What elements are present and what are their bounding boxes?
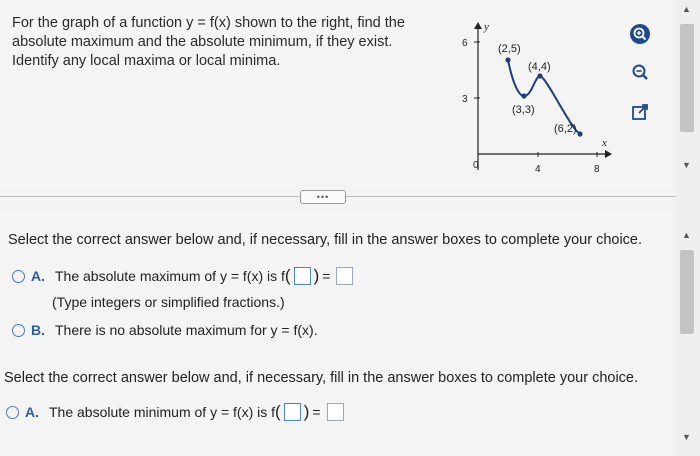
question-pane bbox=[0, 0, 676, 190]
max-value-input[interactable] bbox=[336, 267, 353, 285]
option-a-max[interactable]: A. The absolute maximum of y = f(x) is f ( ) = bbox=[12, 266, 356, 286]
point-label-4-4: (4,4) bbox=[528, 61, 551, 73]
expand-more-button[interactable]: ••• bbox=[300, 190, 346, 204]
y-tick-6: 6 bbox=[462, 38, 468, 49]
x-tick-4: 4 bbox=[535, 164, 541, 175]
scroll-up-bottom-icon[interactable]: ▲ bbox=[682, 230, 691, 240]
question-text: For the graph of a function y = f(x) shown to the right, find the absolute maximum and the absolute minimum, if they exist. Identify any local maxima or local minima. bbox=[12, 15, 405, 69]
point-3-3 bbox=[521, 93, 526, 98]
option-b-max-text: There is no absolute maximum for y = f(x). bbox=[55, 322, 318, 338]
min-value-input[interactable] bbox=[327, 403, 344, 421]
option-letter: A. bbox=[25, 404, 39, 420]
scroll-up-top-icon[interactable]: ▲ bbox=[682, 4, 691, 14]
instruction-2: Select the correct answer below and, if necessary, fill in the answer boxes to complete your choice. bbox=[4, 370, 639, 386]
y-tick-3: 3 bbox=[462, 94, 468, 105]
option-b-max[interactable] bbox=[12, 322, 318, 338]
max-x-input[interactable] bbox=[294, 267, 311, 285]
y-axis-arrow bbox=[474, 22, 482, 29]
radio-option-a-max[interactable] bbox=[12, 270, 25, 283]
option-a-max-hint: (Type integers or simplified fractions.) bbox=[52, 294, 285, 310]
point-label-6-2: (6,2) bbox=[554, 123, 577, 135]
scrollbar-thumb-top[interactable] bbox=[680, 24, 694, 132]
option-a-max-text: The absolute maximum of y = f(x) is f bbox=[55, 268, 285, 284]
radio-option-a-min[interactable] bbox=[6, 406, 19, 419]
zoom-out-icon[interactable] bbox=[628, 60, 652, 84]
min-x-input[interactable] bbox=[284, 403, 301, 421]
option-a-min[interactable]: A. The absolute minimum of y = f(x) is f ( ) = bbox=[6, 402, 347, 422]
external-link-icon[interactable] bbox=[628, 100, 652, 124]
point-2-5 bbox=[505, 57, 510, 62]
equals-sign: = bbox=[322, 268, 331, 284]
point-6-2 bbox=[577, 131, 582, 136]
x-axis-arrow bbox=[605, 150, 612, 158]
x-axis-label: x bbox=[602, 137, 607, 149]
equals-sign: = bbox=[312, 404, 321, 420]
option-letter: A. bbox=[31, 268, 45, 284]
function-graph bbox=[440, 20, 620, 180]
instruction-1: Select the correct answer below and, if necessary, fill in the answer boxes to complete your choice. bbox=[8, 232, 643, 248]
y-axis-label: y bbox=[484, 21, 489, 33]
radio-option-b-max[interactable] bbox=[12, 324, 25, 337]
point-label-2-5: (2,5) bbox=[498, 43, 521, 55]
option-a-min-text: The absolute minimum of y = f(x) is f bbox=[49, 404, 276, 420]
x-tick-8: 8 bbox=[594, 164, 600, 175]
point-4-4 bbox=[537, 73, 542, 78]
scroll-down-top-icon[interactable]: ▼ bbox=[682, 160, 691, 170]
scrollbar-thumb-bottom[interactable] bbox=[680, 250, 694, 334]
zoom-in-icon[interactable] bbox=[628, 22, 652, 46]
x-tick-0: 0 bbox=[473, 160, 479, 171]
option-letter: B. bbox=[31, 322, 45, 338]
point-label-3-3: (3,3) bbox=[512, 104, 535, 116]
scroll-down-bottom-icon[interactable]: ▼ bbox=[682, 432, 691, 442]
